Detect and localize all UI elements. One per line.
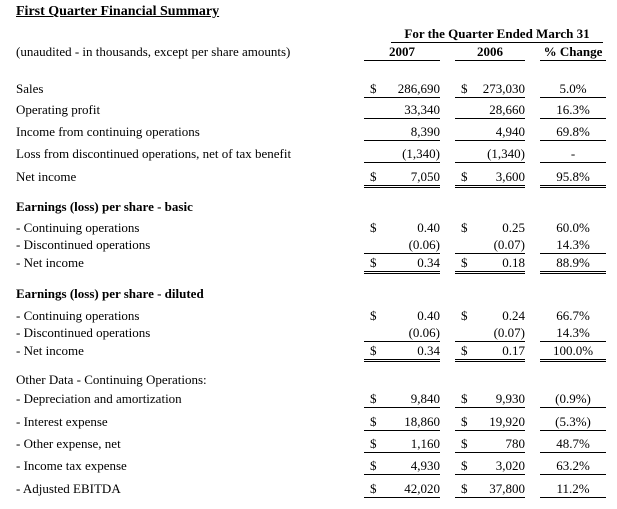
value-2007-cell <box>364 391 440 408</box>
units-note: (unaudited - in thousands, except per share amounts) <box>16 44 291 59</box>
value-2006: 0.25 <box>502 220 525 235</box>
value-2007: 0.34 <box>417 343 440 358</box>
value-2006-cell <box>455 414 525 431</box>
percent-change: 14.3% <box>540 237 606 254</box>
value-2006-cell <box>455 220 525 236</box>
value-2007: 42,020 <box>404 481 440 496</box>
row-label: - Discontinued operations <box>16 325 151 340</box>
percent-change: 69.8% <box>540 124 606 141</box>
value-2007: 33,340 <box>404 102 440 117</box>
value-2007: 4,930 <box>410 458 440 473</box>
value-2007-cell <box>364 325 440 342</box>
value-2006-cell <box>455 146 525 163</box>
percent-change: 100.0% <box>540 343 606 362</box>
currency-symbol: $ <box>461 255 468 270</box>
currency-symbol: $ <box>370 81 377 96</box>
value-2006: 19,920 <box>489 414 525 429</box>
value-2007-cell <box>364 81 440 98</box>
currency-symbol: $ <box>461 436 468 451</box>
currency-symbol: $ <box>370 343 377 358</box>
row-label: Net income <box>16 169 77 184</box>
row-label: - Discontinued operations <box>16 237 151 252</box>
percent-change: 66.7% <box>556 308 590 323</box>
value-2006: 4,940 <box>495 124 525 139</box>
value-2007-cell <box>364 414 440 431</box>
value-2007: 1,160 <box>410 436 440 451</box>
value-2006: 0.17 <box>502 343 525 358</box>
value-2007: 0.34 <box>417 255 440 270</box>
value-2006: 28,660 <box>489 102 525 117</box>
currency-symbol: $ <box>461 458 468 473</box>
percent-change: - <box>540 146 606 163</box>
column-header-2007: 2007 <box>364 44 440 61</box>
row-label: - Net income <box>16 255 84 270</box>
value-2007-cell <box>364 481 440 498</box>
percent-change: 14.3% <box>540 325 606 342</box>
value-2006-cell <box>455 102 525 119</box>
section-heading: Other Data - Continuing Operations: <box>16 372 207 387</box>
currency-symbol: $ <box>370 391 377 406</box>
value-2007-cell <box>364 146 440 163</box>
row-label: - Net income <box>16 343 84 358</box>
value-2006-cell <box>455 255 525 274</box>
currency-symbol: $ <box>461 220 468 235</box>
value-2007-cell <box>364 255 440 274</box>
percent-change: 48.7% <box>540 436 606 453</box>
value-2006: (0.07) <box>493 237 525 252</box>
row-label: Loss from discontinued operations, net of tax benefit <box>16 146 292 161</box>
row-label: Sales <box>16 81 44 96</box>
value-2006: 3,600 <box>495 169 525 184</box>
value-2007-cell <box>364 124 440 141</box>
value-2007: 286,690 <box>397 81 440 96</box>
value-2006-cell <box>455 124 525 141</box>
value-2006: 780 <box>505 436 525 451</box>
section-heading: Earnings (loss) per share - basic <box>16 199 193 214</box>
value-2007: (0.06) <box>408 325 440 340</box>
value-2007: 8,390 <box>410 124 440 139</box>
value-2006: (1,340) <box>487 146 525 161</box>
currency-symbol: $ <box>461 343 468 358</box>
period-header: For the Quarter Ended March 31 <box>391 26 603 43</box>
currency-symbol: $ <box>461 481 468 496</box>
currency-symbol: $ <box>370 220 377 235</box>
value-2007: 18,860 <box>404 414 440 429</box>
value-2006-cell <box>455 81 525 98</box>
currency-symbol: $ <box>370 436 377 451</box>
currency-symbol: $ <box>370 308 377 323</box>
row-label: - Adjusted EBITDA <box>16 481 121 496</box>
value-2006-cell <box>455 169 525 188</box>
currency-symbol: $ <box>461 391 468 406</box>
percent-change: 11.2% <box>540 481 606 498</box>
percent-change: 60.0% <box>556 220 590 235</box>
column-header-change: % Change <box>540 44 606 61</box>
row-label: - Other expense, net <box>16 436 121 451</box>
currency-symbol: $ <box>370 458 377 473</box>
value-2007-cell <box>364 220 440 236</box>
section-heading: Earnings (loss) per share - diluted <box>16 286 204 301</box>
value-2006: 9,930 <box>495 391 525 406</box>
value-2006: 3,020 <box>495 458 525 473</box>
value-2007-cell <box>364 458 440 475</box>
value-2006-cell <box>455 325 525 342</box>
value-2007: (0.06) <box>408 237 440 252</box>
value-2007-cell <box>364 102 440 119</box>
currency-symbol: $ <box>370 414 377 429</box>
currency-symbol: $ <box>370 481 377 496</box>
currency-symbol: $ <box>461 414 468 429</box>
page-title: First Quarter Financial Summary <box>16 4 220 19</box>
row-label: - Depreciation and amortization <box>16 391 182 406</box>
row-label: Operating profit <box>16 102 101 117</box>
value-2006-cell <box>455 458 525 475</box>
value-2007: 0.40 <box>417 308 440 323</box>
currency-symbol: $ <box>461 81 468 96</box>
percent-change: (5.3%) <box>540 414 606 431</box>
value-2006: 273,030 <box>482 81 525 96</box>
value-2007-cell <box>364 436 440 453</box>
currency-symbol: $ <box>370 169 377 184</box>
percent-change: 88.9% <box>540 255 606 274</box>
percent-change: 95.8% <box>540 169 606 188</box>
row-label: - Continuing operations <box>16 308 140 323</box>
column-header-2006: 2006 <box>455 44 525 61</box>
value-2006-cell <box>455 436 525 453</box>
value-2007: (1,340) <box>402 146 440 161</box>
percent-change: 63.2% <box>540 458 606 475</box>
value-2007-cell <box>364 308 440 324</box>
value-2007-cell <box>364 343 440 362</box>
percent-change: (0.9%) <box>540 391 606 408</box>
value-2007-cell <box>364 237 440 254</box>
value-2006-cell <box>455 343 525 362</box>
row-label: Income from continuing operations <box>16 124 200 139</box>
row-label: - Interest expense <box>16 414 108 429</box>
value-2007: 0.40 <box>417 220 440 235</box>
value-2007-cell <box>364 169 440 188</box>
value-2006-cell <box>455 481 525 498</box>
value-2006: 37,800 <box>489 481 525 496</box>
value-2006: 0.18 <box>502 255 525 270</box>
row-label: - Income tax expense <box>16 458 127 473</box>
value-2006-cell <box>455 391 525 408</box>
value-2006: (0.07) <box>493 325 525 340</box>
value-2007: 7,050 <box>410 169 440 184</box>
value-2007: 9,840 <box>410 391 440 406</box>
value-2006-cell <box>455 237 525 254</box>
row-label: - Continuing operations <box>16 220 140 235</box>
value-2006-cell <box>455 308 525 324</box>
currency-symbol: $ <box>370 255 377 270</box>
percent-change: 16.3% <box>540 102 606 119</box>
value-2006: 0.24 <box>502 308 525 323</box>
currency-symbol: $ <box>461 308 468 323</box>
percent-change: 5.0% <box>540 81 606 98</box>
currency-symbol: $ <box>461 169 468 184</box>
